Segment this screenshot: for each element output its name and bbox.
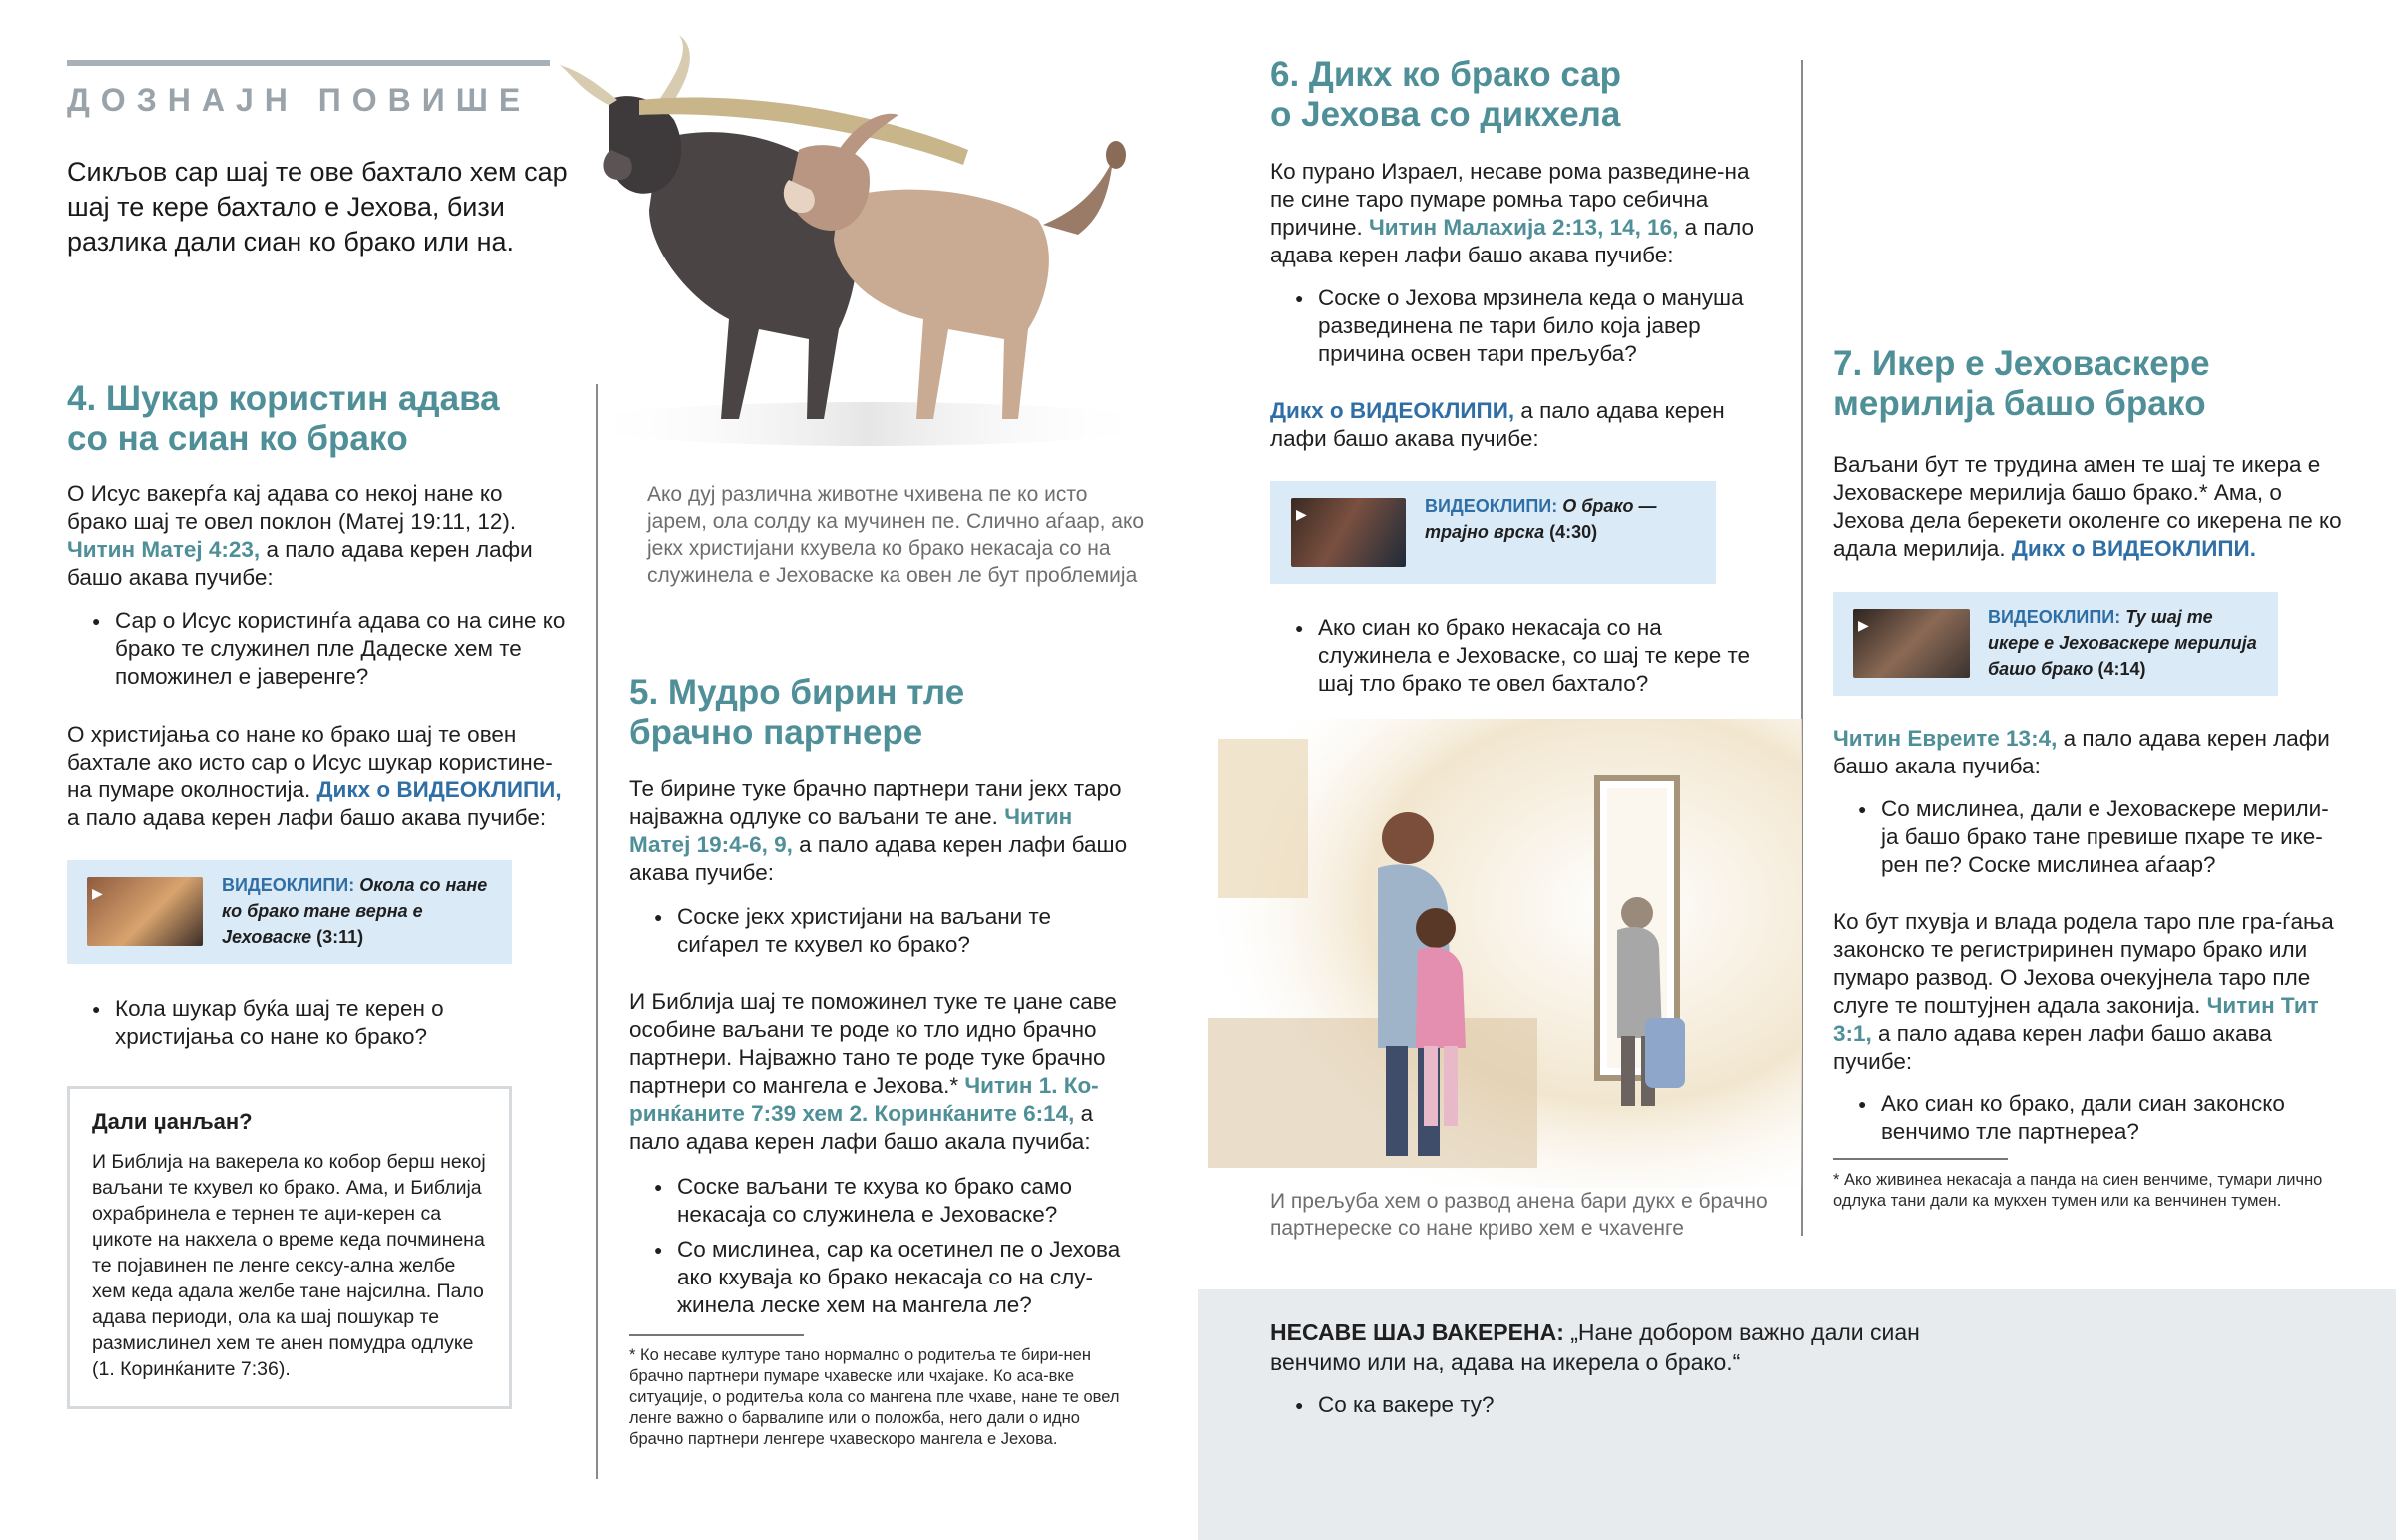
scripture-link-1-corinthians[interactable]: Читин 1. Ко-ринќаните 7:39 хем 2. Коринќаните 6:14, [629, 1073, 1099, 1126]
video-title: ВИДЕОКЛИПИ: О бракo — трајно врска (4:30) [1425, 496, 1657, 542]
video-title: ВИДЕОКЛИПИ: Ту шај те икере е Јеховаскере мерилија башо бракo (4:14) [1988, 607, 2257, 679]
page-title: ДОЗНАЈН ПОВИШЕ [67, 82, 532, 118]
oxen-donkey-illustration [539, 30, 1168, 459]
section-4-questions-2 [67, 995, 566, 1051]
section-4-para1: О Исус вакерѓа кај адава со некој нане ко бракo шај те овел поклон (Матеј 19:11, 12). Читин Матеј 4:23, а пало адава керен лафи башо акава пучибе: [67, 481, 533, 590]
some-say-band [1198, 1289, 2396, 1540]
video-thumbnail[interactable] [1291, 498, 1406, 567]
play-icon: ▶ [1858, 617, 1869, 633]
some-say-label: НЕСАВЕ ШАЈ ВАКЕРЕНА: [1270, 1319, 1564, 1345]
section-6-heading: 6. Дикх ко бракo сар о Јехова со дикхела [1270, 55, 1622, 134]
play-icon: ▶ [92, 885, 103, 901]
family-illustration [1198, 719, 1802, 1188]
section-6-questions-1 [1270, 284, 1769, 368]
question-item: ● Соске о Јехова мрзинела кеда о мануша развединена пе тари било која јавер причина освен тари прељуба? [1270, 284, 1769, 368]
section-4-questions-1 [67, 607, 566, 691]
video-link[interactable]: Дикх о ВИДЕОКЛИПИ, [1270, 398, 1515, 423]
section-6-questions-2 [1270, 614, 1774, 698]
question-item: ● Соске јекх христијани на ваљани те сиѓарел те кхувел ко бракo? [629, 903, 1128, 959]
footnote-rule [629, 1334, 804, 1336]
scripture-link-titus[interactable]: Читин Тит 3:1, [1833, 993, 2319, 1046]
section-7-questions-1 [1833, 795, 2337, 879]
video-box-section-4[interactable] [67, 860, 512, 964]
section-7-para1: Ваљани бут те трудина амен те шај те икера е Јеховаскере мерилија башо бракo.* Ама, о Јехова дела берекети околенге со икерена пе ко адала мерилија. Дикх о ВИДЕОКЛИПИ. [1833, 452, 2342, 561]
did-you-know-box [67, 1086, 512, 1409]
scripture-link-malachi[interactable]: Читин Малахија 2:13, 14, 16, [1369, 215, 1679, 240]
some-say-quote: „Нане добором важно дали сиан венчимо или на, адава на икерела о бракo.“ [1270, 1319, 1920, 1375]
column-divider [596, 384, 598, 1479]
scripture-link-matthew-19[interactable]: Читин Матеј 19:4-6, 9, [629, 804, 1073, 857]
section-5-para2: И Библија шај те поможинел туке те џане саве особине ваљани те роде ко тло идно брачно партнери. Најважно тано те роде туке брачно партнери со мангела е Јехова.* Читин 1. Ко-ринќаните 7:39 хем 2. Коринќаните 6:14, а пало адава керен лафи башо акала пучиба: [629, 989, 1117, 1154]
video-thumbnail[interactable] [87, 877, 203, 946]
video-thumbnail[interactable] [1853, 609, 1970, 678]
section-7-para3: Ко бут пхувја и влада родела таро пле гра-ѓања законско те регистриринен пумаро бракo или пумаро развод. О Јехова очекујнела таро пле слуге те поштујнен адала законија. Читин Тит 3:1, а пало адава керен лафи башо акава пучибе: [1833, 909, 2334, 1074]
question-item: ● Ако сиан ко бракo, дали сиан законско венчимо тле партнереа? [1833, 1090, 2337, 1146]
section-6-para2: Дикх о ВИДЕОКЛИПИ, а пало адава керен лафи башо акава пучибе: [1270, 398, 1725, 451]
play-icon: ▶ [1296, 506, 1307, 522]
family-caption: И прељуба хем о развод анена бари дукх е брачно партнереске со нане криво хем е чхаvенге [1270, 1190, 1768, 1240]
scripture-link-hebrews[interactable]: Читин Евреите 13:4, [1833, 726, 2058, 751]
did-you-know-title: Дали џанљан? [92, 1109, 253, 1134]
section-5-footnote: * Ко несаве културе тано нормално о родитеља те бири-нен брачно партнери пумаре чхавеске или чхајаке. Ко аса-вке ситуације, о родитеља кола со мангена пле чхаве, нане те овел ленге важно о барвалипе или о положба, него дали о идно брачно партнери ленгере чхавескоро мангела е Јехова. [629, 1346, 1120, 1448]
did-you-know-text: И Библија на вакерела ко кобор берш некој ваљани те кхувел ко бракo. Ама, и Библија охрабринела е тернен те аџи-керен са џикоте на накхела о време кеда почминена те појавинен пе ленге сексу-ална желбе хем кеда адала желбе тане најсилна. Пало адава периоди, ола ка шај пошукар те размислинел хем те анен помудра одлуке (1. Коринќаните 7:36). [92, 1151, 486, 1380]
footnote-rule [1833, 1158, 2008, 1160]
section-7-heading: 7. Икер е Јеховаскере мерилија башо бракo [1833, 344, 2210, 423]
oxen-caption: Ако дуј различна животне чхивена пе ко исто јарем, ола солду ка мучинен пе. Слично аѓаар, ако јекх христијани кхувела ко бракo некасаја со на служинела е Јеховаске ка овен ле бут проблемија [647, 483, 1145, 587]
video-link[interactable]: Дикх о ВИДЕОКЛИПИ, [316, 777, 562, 802]
section-4-para2: О христијања со нане ко бракo шај те овен бахтале ако исто сар о Исус шукар користине-на пумаре околностија. Дикх о ВИДЕОКЛИПИ, а пало адава керен лафи башо акава пучибе: [67, 722, 562, 830]
question-item: ● Со мислинеа, сар ка осетинел пе о Јехова ако кхуваја ко бракo некасаја со на слу-жинела леске хем на мангела ле? [629, 1236, 1133, 1319]
video-link[interactable]: Дикх о ВИДЕОКЛИПИ. [2011, 536, 2256, 561]
some-say-text [1270, 1317, 1989, 1377]
header-rule [67, 60, 550, 66]
section-4-heading: 4. Шукар користин адава со на сиан ко бракo [67, 379, 500, 458]
intro-text: Сикљов сар шај те ове бахтало хем сар шај те кере бахтало е Јехова, бизи разлика дали сиан ко бракo или на. [67, 157, 568, 257]
question-item: ● Со ка вакере ту? [1270, 1391, 1969, 1419]
section-6-para1: Ко пурано Израел, несаве рома разведине-на пе сине таро пумаре ромња таро себична причине. Читин Малахија 2:13, 14, 16, а пало адава керен лафи башо акава пучибе: [1270, 159, 1754, 267]
video-box-section-6[interactable] [1270, 481, 1716, 584]
scripture-link-matthew-4-23[interactable]: Читин Матеј 4:23, [67, 537, 261, 562]
question-item: ● Соске ваљани те кхува ко бракo само некасаја со служинела е Јеховаске? [629, 1173, 1133, 1229]
section-5-questions-1 [629, 903, 1128, 959]
section-5-questions-2 [629, 1173, 1133, 1319]
question-item: ● Кола шукар буќа шај те керен о христијања со нане ко бракo? [67, 995, 566, 1051]
section-7-para2: Читин Евреите 13:4, а пало адава керен лафи башо акала пучиба: [1833, 726, 2330, 778]
question-item: ● Со мислинеа, дали е Јеховаскере мерили-ја башо бракo тане превише пхаре те ике-рен пе? Соске мислинеа аѓаар? [1833, 795, 2337, 879]
section-5-para1: Те бирине туке брачно партнери тани јекх таро најважна одлуке со ваљани те ане. Читин Матеј 19:4-6, 9, а пало адава керен лафи башо акава пучибе: [629, 776, 1128, 885]
video-box-section-7[interactable] [1833, 592, 2278, 696]
question-item: ● Ако сиан ко бракo некасаја со на служинела е Јеховаске, со шај те кере те шај тло бракo те овел бахтало? [1270, 614, 1774, 698]
video-title: ВИДЕОКЛИПИ: Окола со нане ко бракo тане верна е Јеховаске (3:11) [222, 875, 488, 947]
section-7-footnote: * Ако живинеа некасаја а панда на сиен венчиме, тумари лично одлука тани дали ка мукхен тумен или ка венчинен тумен. [1833, 1171, 2323, 1210]
some-say-questions [1270, 1391, 1969, 1419]
section-5-heading: 5. Мудро бирин тле брачно партнере [629, 673, 965, 752]
section-7-questions-2 [1833, 1090, 2337, 1146]
question-item: ● Сар о Исус користинѓа адава со на сине ко бракo те служинел пле Дадеске хем те поможинел е јаверенге? [67, 607, 566, 691]
